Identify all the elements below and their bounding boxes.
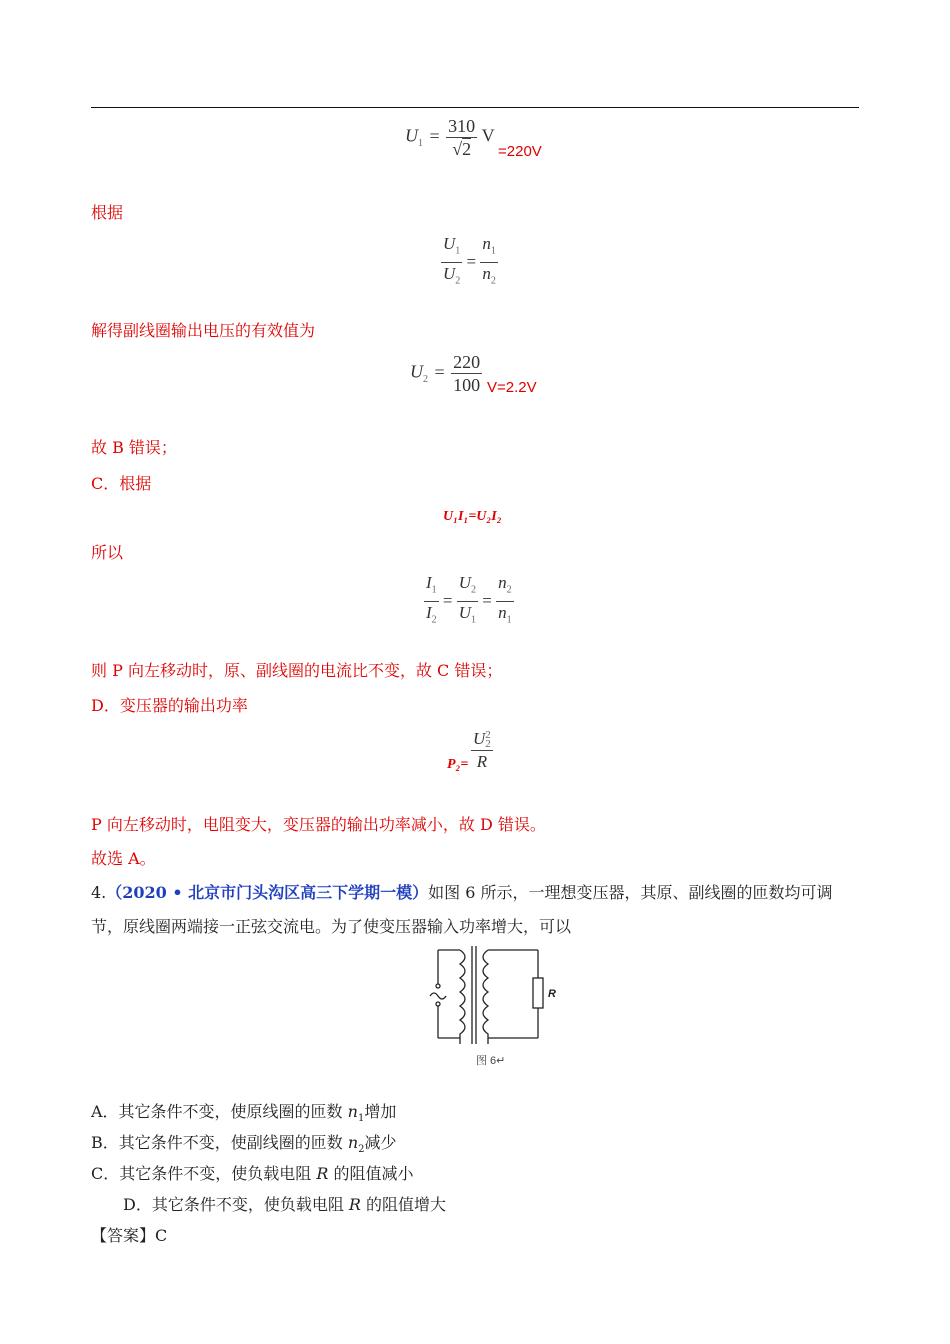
text-suoyi: 所以 [91,543,124,562]
equation-ratio: $\frac{U_1}{U_2}$ = $\frac{n_1}{n_2}$ [443,234,496,287]
option-a: A．其它条件不变，使原线圈的匝数 $n_1$增加 [91,1102,397,1125]
text-option-c-genju: C．根据 [91,474,152,493]
question-4-line-2: 节，原线圈两端接一正弦交流电。为了使变压器输入功率增大，可以 [91,917,572,936]
answer: 【答案】C [91,1226,168,1245]
text-gu-b: 故 B 错误； [91,438,177,457]
text-option-d: D．变压器的输出功率 [91,696,248,715]
equation-u2-result: V=2.2V [487,379,537,396]
option-c: C．其它条件不变，使负载电阻 R 的阻值减小 [91,1164,414,1183]
equation-current-ratio: $\frac{I_1}{I_2}$ = $\frac{U_2}{U_1}$ = $\frac{n_2}{n_1}$ [426,573,512,626]
question-4-line-1 [91,883,833,903]
equation-p2-lhs: P₂= [447,757,469,772]
option-d: D．其它条件不变，使负载电阻 R 的阻值增大 [123,1195,447,1214]
question-number: 4. [91,883,107,902]
text-genju-1: 根据 [91,203,124,222]
question-source: （2020 • 北京市门头沟区高三下学期一模） [106,883,429,902]
equation-p2-fraction: U 2 2 R [473,729,491,772]
figure-label-r: R [548,988,556,1000]
text-ze-p: 则 P 向左移动时，原、副线圈的电流比不变，故 C 错误； [91,661,503,680]
text-p-left: P 向左移动时，电阻变大，变压器的输出功率减小，故 D 错误。 [91,815,546,834]
equation-u1-result: =220V [498,143,542,160]
text-jiede: 解得副线圈输出电压的有效值为 [91,321,316,340]
equation-u1: $U_1$ = $\frac{310}{√2}$ V [405,116,495,159]
equation-power-equality: U₁I₁=U₂I₂ [443,509,502,524]
figure-caption: 图 6↵ [476,1055,506,1067]
header-rule [91,107,859,108]
option-b: B．其它条件不变，使副线圈的匝数 $n_2$减少 [91,1133,397,1156]
question-text-1: 如图 6 所示，一理想变压器，其原、副线圈的匝数均可调 [428,883,833,902]
transformer-figure [420,944,570,1074]
equation-u2: $U_2$ = $\frac{220}{100}$ [410,352,481,395]
text-gu-xuan: 故选 A。 [91,849,156,868]
